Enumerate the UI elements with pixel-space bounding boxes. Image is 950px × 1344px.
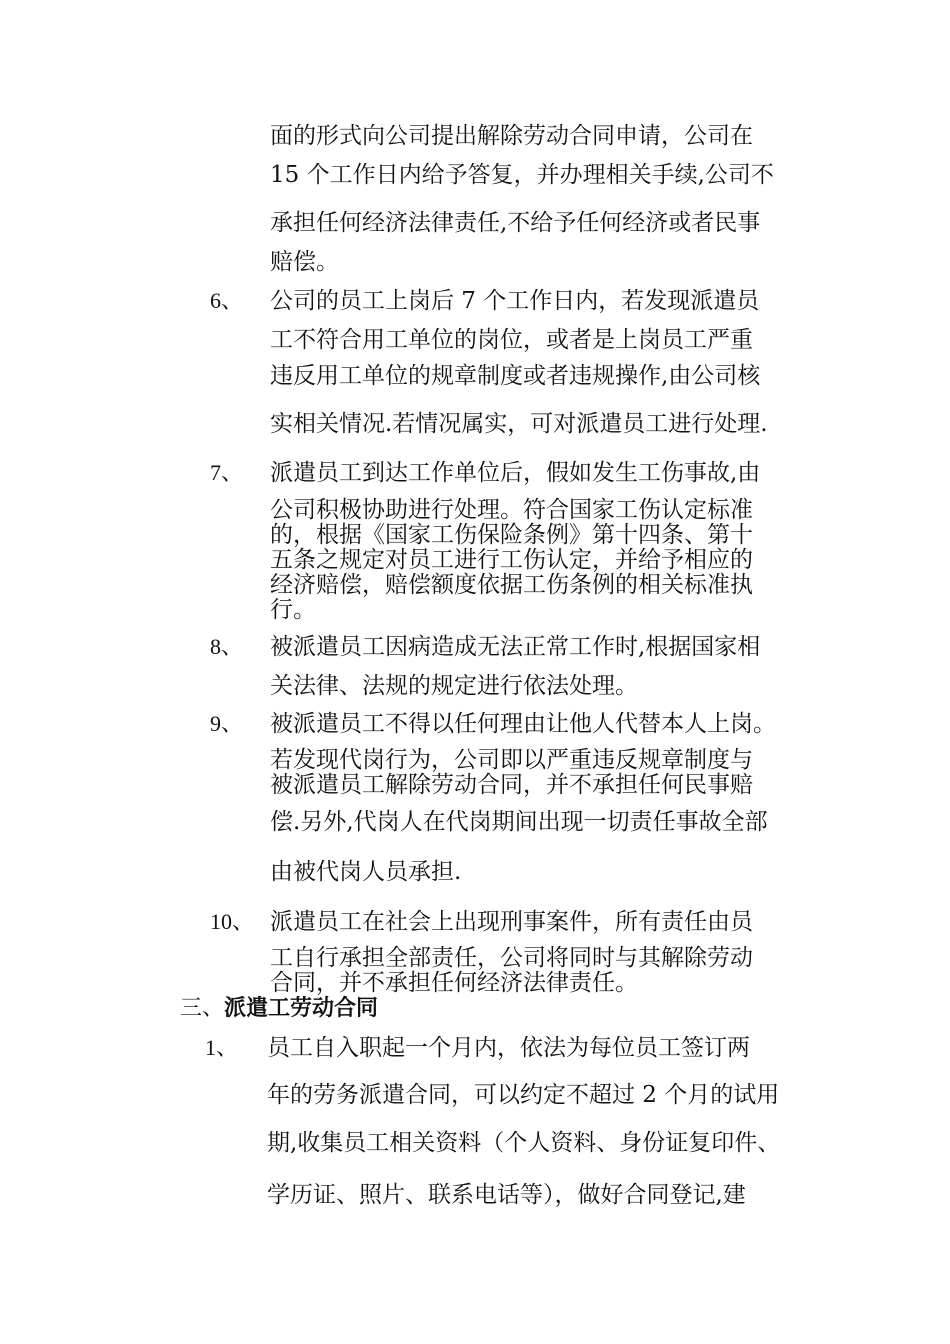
text-line: 学历证、照片、联系电话等），做好合同登记,建 bbox=[267, 1182, 746, 1208]
text-line: 关法律、法规的规定进行依法处理。 bbox=[270, 673, 638, 699]
text-line: 期,收集员工相关资料（个人资料、身份证复印件、 bbox=[267, 1130, 781, 1156]
text-line: 年的劳务派遣合同，可以约定不超过 2 个月的试用 bbox=[267, 1082, 780, 1108]
text-line: 派遣员工到达工作单位后，假如发生工伤事故,由 bbox=[270, 460, 761, 486]
list-item-number: 9、 bbox=[210, 711, 244, 736]
text-line: 工不符合用工单位的岗位，或者是上岗员工严重 bbox=[270, 327, 753, 353]
text-line: 偿.另外,代岗人在代岗期间出现一切责任事故全部 bbox=[270, 809, 768, 835]
section-prefix: 三、 bbox=[180, 996, 225, 1021]
text-line: 实相关情况.若情况属实，可对派遣员工进行处理. bbox=[270, 411, 768, 437]
list-item-number: 10、 bbox=[210, 909, 255, 934]
text-line: 赔偿。 bbox=[270, 249, 339, 275]
text-line: 五条之规定对员工进行工伤认定，并给予相应的 bbox=[270, 547, 753, 573]
text-line: 行。 bbox=[270, 597, 316, 623]
text-line: 派遣员工在社会上出现刑事案件，所有责任由员 bbox=[270, 909, 753, 935]
text-line: 由被代岗人员承担. bbox=[270, 859, 462, 885]
text-line: 公司的员工上岗后 7 个工作日内，若发现派遣员 bbox=[270, 288, 760, 314]
text-line: 被派遣员工不得以任何理由让他人代替本人上岗。 bbox=[270, 711, 776, 737]
text-line: 15 个工作日内给予答复，并办理相关手续,公司不 bbox=[270, 162, 774, 188]
list-item-number: 1、 bbox=[205, 1035, 239, 1060]
text-line: 经济赔偿，赔偿额度依据工伤条例的相关标准执 bbox=[270, 572, 753, 598]
text-line: 员工自入职起一个月内，依法为每位员工签订两 bbox=[267, 1035, 750, 1061]
list-item-number: 6、 bbox=[210, 288, 244, 313]
text-line: 的，根据《国家工伤保险条例》第十四条、第十 bbox=[270, 522, 753, 548]
text-line: 面的形式向公司提出解除劳动合同申请，公司在 bbox=[270, 123, 753, 149]
text-line: 合同，并不承担任何经济法律责任。 bbox=[270, 970, 638, 996]
text-line: 工自行承担全部责任，公司将同时与其解除劳动 bbox=[270, 945, 753, 971]
list-item-number: 7、 bbox=[210, 460, 244, 485]
section-heading bbox=[180, 995, 378, 1023]
text-line: 公司积极协助进行处理。符合国家工伤认定标准 bbox=[270, 497, 753, 523]
list-item-number: 8、 bbox=[210, 634, 244, 659]
text-line: 被派遣员工因病造成无法正常工作时,根据国家相 bbox=[270, 634, 761, 660]
text-line: 违反用工单位的规章制度或者违规操作,由公司核 bbox=[270, 363, 761, 389]
section-title: 派遣工劳动合同 bbox=[224, 996, 379, 1021]
text-line: 承担任何经济法律责任,不给予任何经济或者民事 bbox=[270, 210, 761, 236]
text-line: 若发现代岗行为，公司即以严重违反规章制度与 bbox=[270, 747, 753, 773]
text-line: 被派遣员工解除劳动合同，并不承担任何民事赔 bbox=[270, 772, 753, 798]
